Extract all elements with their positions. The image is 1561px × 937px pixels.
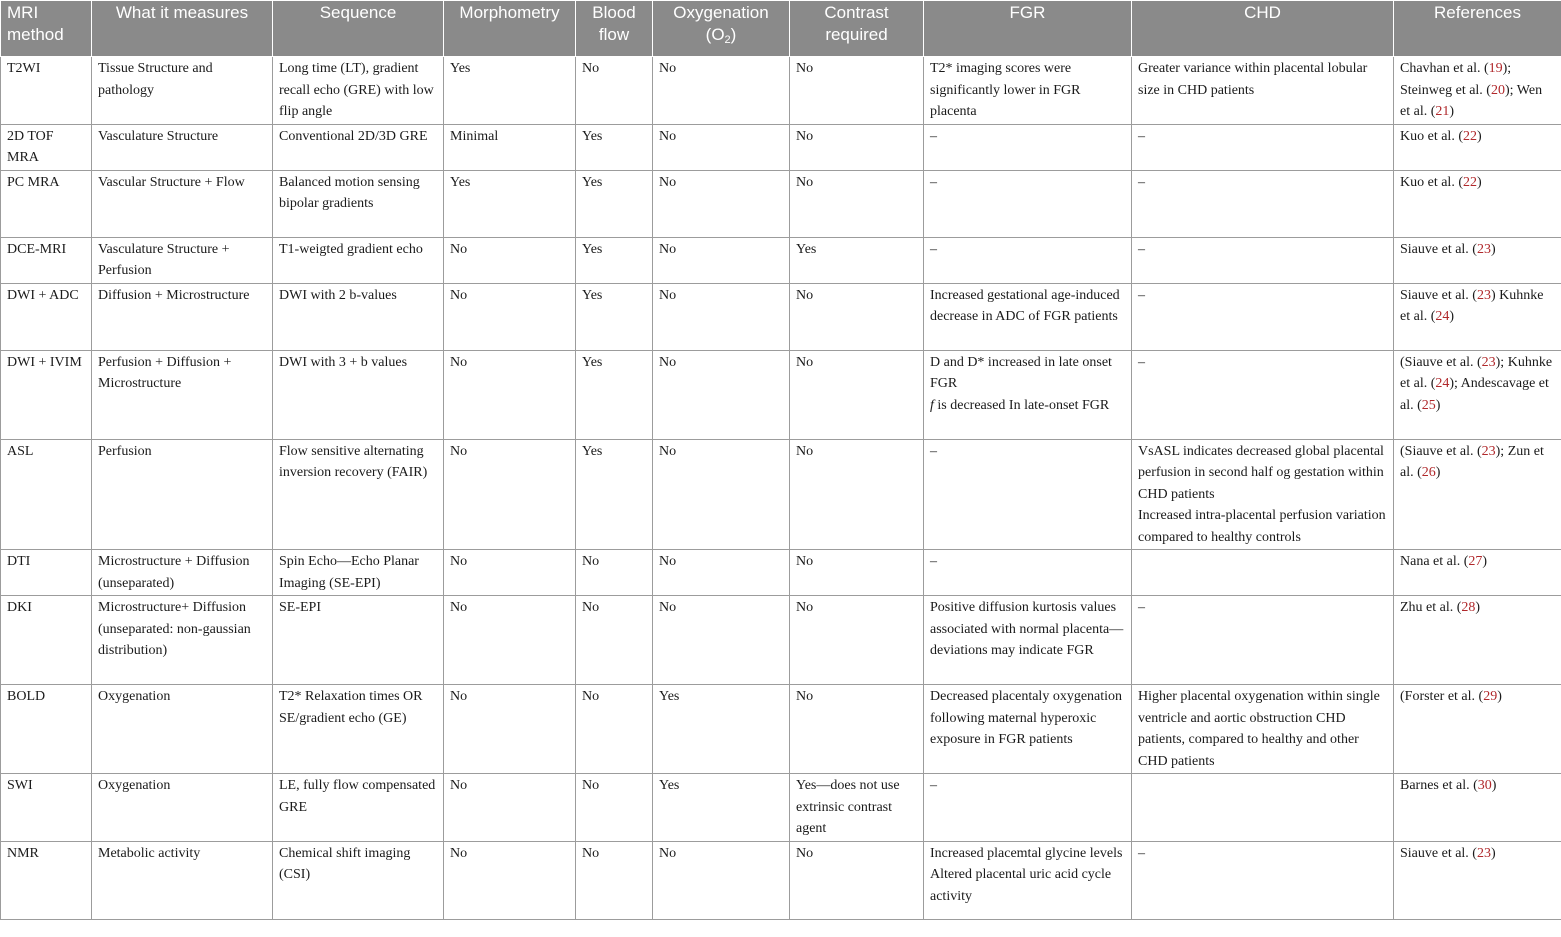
chd-line: – (1138, 128, 1145, 144)
cell-chd (1132, 550, 1394, 596)
reference-close: ) (1490, 241, 1496, 257)
reference-link[interactable]: 25 (1421, 397, 1436, 413)
cell-references (1394, 685, 1561, 774)
cell-morphometry: No (444, 774, 576, 842)
reference-link[interactable]: 23 (1476, 845, 1491, 861)
cell-contrast-required: No (790, 841, 924, 919)
cell-what-it-measures: Vasculature Structure + Perfusion (92, 237, 273, 283)
cell-blood-flow: Yes (576, 237, 653, 283)
reference-author: Barnes et al. ( (1400, 778, 1478, 793)
cell-fgr (924, 596, 1132, 685)
fgr-line (930, 686, 1125, 751)
cell-references (1394, 550, 1561, 596)
table-row (1, 841, 1561, 919)
fgr-line (930, 775, 1125, 797)
reference-entry (1400, 778, 1496, 793)
fgr-text: Altered placental uric acid cycle activity (930, 867, 1112, 904)
fgr-text: – (930, 554, 937, 569)
cell-sequence: Balanced motion sensing bipolar gradients (273, 170, 444, 237)
reference-author: Kuhnke et al. ( (1400, 287, 1544, 324)
cell-chd (1132, 685, 1394, 774)
cell-oxygenation: No (653, 283, 790, 350)
reference-author: Siauve et al. ( (1400, 241, 1477, 257)
cell-morphometry: No (444, 439, 576, 550)
reference-author: Zhu et al. ( (1400, 600, 1462, 615)
cell-blood-flow: Yes (576, 350, 653, 439)
reference-author: Chavhan et al. ( (1400, 61, 1489, 76)
reference-close: ) (1449, 309, 1455, 324)
cell-what-it-measures: Vasculature Structure (92, 124, 273, 170)
header-mri-method: MRI method (1, 1, 92, 57)
cell-fgr (924, 170, 1132, 237)
cell-references (1394, 57, 1561, 125)
reference-link[interactable]: 24 (1435, 376, 1450, 391)
cell-references (1394, 170, 1561, 237)
cell-blood-flow: No (576, 841, 653, 919)
header-references: References (1394, 1, 1561, 57)
chd-line: – (1138, 600, 1145, 615)
fgr-line (930, 395, 1125, 417)
reference-link[interactable]: 23 (1476, 241, 1491, 257)
cell-what-it-measures: Vascular Structure + Flow (92, 170, 273, 237)
cell-blood-flow: Yes (576, 439, 653, 550)
cell-mri-method: BOLD (1, 685, 92, 774)
cell-what-it-measures: Microstructure+ Diffusion (unseparated: non-gaussian distribution) (92, 596, 273, 685)
table-row (1, 350, 1561, 439)
reference-link[interactable]: 21 (1435, 104, 1450, 119)
cell-morphometry: No (444, 237, 576, 283)
cell-chd (1132, 841, 1394, 919)
cell-chd (1132, 439, 1394, 550)
cell-references (1394, 350, 1561, 439)
cell-blood-flow: No (576, 685, 653, 774)
cell-references (1394, 237, 1561, 283)
chd-line: Greater variance within placental lobular size in CHD patients (1138, 61, 1368, 98)
cell-oxygenation: No (653, 57, 790, 125)
cell-oxygenation: No (653, 550, 790, 596)
reference-close: ); (1495, 354, 1505, 370)
reference-author: Andescavage et al. ( (1400, 376, 1549, 413)
fgr-text: Decreased placentaly oxygenation following maternal hyperoxic exposure in FGR patients (930, 689, 1123, 747)
reference-link[interactable]: 26 (1421, 465, 1436, 480)
reference-author: Kuhnke et al. ( (1400, 354, 1553, 391)
cell-oxygenation: No (653, 170, 790, 237)
cell-sequence: Long time (LT), gradient recall echo (GRE) with low flip angle (273, 57, 444, 125)
cell-sequence: DWI with 3 + b values (273, 350, 444, 439)
reference-entry (1400, 355, 1504, 370)
chd-line: – (1138, 354, 1145, 370)
fgr-line (930, 239, 1125, 261)
chd-line: Higher placental oxygenation within single ventricle and aortic obstruction CHD patients, compared to healthy and other CHD patients (1138, 689, 1380, 769)
cell-chd (1132, 237, 1394, 283)
cell-fgr (924, 124, 1132, 170)
reference-close: ); (1504, 82, 1514, 98)
reference-link[interactable]: 23 (1476, 287, 1491, 303)
cell-oxygenation: No (653, 350, 790, 439)
reference-close: ) (1476, 174, 1482, 190)
chd-line: – (1138, 174, 1145, 190)
table-row (1, 57, 1561, 125)
cell-fgr (924, 774, 1132, 842)
fgr-line (930, 597, 1125, 662)
cell-what-it-measures: Metabolic activity (92, 841, 273, 919)
reference-close: ) (1490, 845, 1496, 861)
chd-line: VsASL indicates decreased global placental perfusion in second half og gestation within CHD patients (1138, 443, 1384, 502)
reference-close: ) (1490, 287, 1496, 303)
cell-mri-method: ASL (1, 439, 92, 550)
cell-fgr (924, 237, 1132, 283)
cell-references (1394, 774, 1561, 842)
reference-link[interactable]: 23 (1481, 443, 1496, 459)
cell-references (1394, 596, 1561, 685)
reference-link[interactable]: 20 (1490, 82, 1505, 98)
cell-chd (1132, 170, 1394, 237)
cell-morphometry: No (444, 350, 576, 439)
fgr-text: T2* imaging scores were significantly lower in FGR placenta (930, 61, 1081, 119)
reference-close: ) (1435, 465, 1441, 480)
cell-sequence: T2* Relaxation times OR SE/gradient echo (GE) (273, 685, 444, 774)
cell-mri-method: PC MRA (1, 170, 92, 237)
header-row (1, 1, 1561, 57)
header-chd: CHD (1132, 1, 1394, 57)
cell-oxygenation: No (653, 124, 790, 170)
table-row (1, 283, 1561, 350)
reference-link[interactable]: 22 (1462, 174, 1477, 190)
cell-mri-method: T2WI (1, 57, 92, 125)
table-body (1, 57, 1561, 920)
reference-entry (1400, 288, 1496, 303)
table-row (1, 237, 1561, 283)
cell-contrast-required: No (790, 596, 924, 685)
cell-blood-flow: No (576, 596, 653, 685)
cell-sequence: Conventional 2D/3D GRE (273, 124, 444, 170)
cell-mri-method: NMR (1, 841, 92, 919)
cell-chd (1132, 774, 1394, 842)
cell-what-it-measures: Tissue Structure and pathology (92, 57, 273, 125)
reference-close: ) (1435, 397, 1441, 413)
reference-author: Kuo et al. ( (1400, 128, 1463, 144)
chd-line: – (1138, 287, 1145, 303)
reference-close: ) (1497, 689, 1502, 704)
cell-what-it-measures: Diffusion + Microstructure (92, 283, 273, 350)
reference-entry (1400, 61, 1511, 76)
cell-oxygenation: No (653, 596, 790, 685)
fgr-text: Positive diffusion kurtosis values associated with normal placenta—deviations may indicate FGR (930, 600, 1124, 658)
cell-contrast-required: No (790, 170, 924, 237)
table-row (1, 685, 1561, 774)
reference-entry (1400, 846, 1496, 861)
cell-mri-method: DKI (1, 596, 92, 685)
cell-what-it-measures: Oxygenation (92, 774, 273, 842)
reference-author: (Forster et al. ( (1400, 689, 1484, 704)
reference-author: (Siauve et al. ( (1400, 354, 1482, 370)
reference-close: ) (1475, 600, 1481, 615)
reference-entry (1400, 444, 1530, 459)
header-fgr: FGR (924, 1, 1132, 57)
cell-fgr (924, 550, 1132, 596)
cell-chd (1132, 350, 1394, 439)
cell-fgr (924, 439, 1132, 550)
cell-oxygenation: No (653, 237, 790, 283)
fgr-line (930, 352, 1125, 395)
reference-entry (1400, 129, 1482, 144)
reference-author: Siauve et al. ( (1400, 287, 1477, 303)
cell-references (1394, 841, 1561, 919)
reference-author: Wen et al. ( (1400, 82, 1543, 119)
cell-mri-method: DWI + IVIM (1, 350, 92, 439)
fgr-line (930, 843, 1125, 865)
reference-link[interactable]: 24 (1435, 309, 1450, 324)
reference-close: ) (1449, 104, 1455, 119)
cell-fgr (924, 57, 1132, 125)
cell-sequence: LE, fully flow compensated GRE (273, 774, 444, 842)
cell-oxygenation: Yes (653, 685, 790, 774)
cell-sequence: Spin Echo—Echo Planar Imaging (SE-EPI) (273, 550, 444, 596)
header-contrast-required: Contrast required (790, 1, 924, 57)
cell-chd (1132, 596, 1394, 685)
reference-close: ); (1449, 376, 1458, 391)
chd-line: – (1138, 845, 1145, 861)
cell-chd (1132, 283, 1394, 350)
reference-link[interactable]: 30 (1477, 778, 1492, 793)
reference-link[interactable]: 28 (1461, 600, 1476, 615)
cell-contrast-required: No (790, 439, 924, 550)
reference-entry (1400, 175, 1482, 190)
reference-link[interactable]: 23 (1481, 354, 1496, 370)
cell-blood-flow: No (576, 774, 653, 842)
fgr-italic-symbol: f (930, 397, 934, 413)
cell-contrast-required: No (790, 283, 924, 350)
cell-contrast-required: No (790, 124, 924, 170)
reference-link[interactable]: 19 (1488, 61, 1503, 76)
cell-blood-flow: No (576, 550, 653, 596)
cell-mri-method: DTI (1, 550, 92, 596)
chd-line: – (1138, 241, 1145, 257)
reference-author: Kuo et al. ( (1400, 174, 1463, 190)
cell-fgr (924, 350, 1132, 439)
cell-references (1394, 124, 1561, 170)
table-row (1, 439, 1561, 550)
fgr-text: – (930, 241, 937, 257)
cell-fgr (924, 841, 1132, 919)
table-row (1, 550, 1561, 596)
fgr-line (930, 864, 1125, 907)
fgr-line (930, 58, 1125, 123)
fgr-text: – (930, 778, 937, 793)
header-what-it-measures: What it measures (92, 1, 273, 57)
cell-oxygenation: No (653, 439, 790, 550)
reference-entry (1400, 689, 1502, 704)
reference-close: ); Zun (1495, 443, 1531, 459)
chd-line: Increased intra-placental perfusion variation compared to healthy controls (1138, 508, 1386, 545)
cell-references (1394, 283, 1561, 350)
cell-morphometry: No (444, 550, 576, 596)
cell-blood-flow: No (576, 57, 653, 125)
cell-morphometry: No (444, 841, 576, 919)
header-sequence: Sequence (273, 1, 444, 57)
header-morphometry: Morphometry (444, 1, 576, 57)
fgr-text: is decreased In late-onset FGR (937, 397, 1110, 413)
reference-link[interactable]: 22 (1462, 128, 1477, 144)
reference-link[interactable]: 29 (1483, 689, 1498, 704)
cell-morphometry: No (444, 596, 576, 685)
fgr-text: – (930, 443, 937, 459)
cell-morphometry: No (444, 283, 576, 350)
cell-chd (1132, 124, 1394, 170)
header-oxygenation: Oxygenation $(O_2)$ (653, 1, 790, 57)
cell-contrast-required: Yes (790, 237, 924, 283)
table-row (1, 596, 1561, 685)
cell-morphometry: Yes (444, 170, 576, 237)
reference-author: Siauve et al. ( (1400, 845, 1477, 861)
cell-oxygenation: Yes (653, 774, 790, 842)
fgr-text: Increased placemtal glycine levels (930, 845, 1123, 861)
cell-sequence: T1-weigted gradient echo (273, 237, 444, 283)
cell-morphometry: Yes (444, 57, 576, 125)
cell-sequence: SE-EPI (273, 596, 444, 685)
fgr-line (930, 551, 1125, 573)
reference-entry (1400, 600, 1480, 615)
table-row (1, 170, 1561, 237)
cell-chd (1132, 57, 1394, 125)
cell-references (1394, 439, 1561, 550)
cell-what-it-measures: Perfusion (92, 439, 273, 550)
cell-morphometry: Minimal (444, 124, 576, 170)
cell-mri-method: 2D TOF MRA (1, 124, 92, 170)
cell-blood-flow: Yes (576, 170, 653, 237)
fgr-line (930, 172, 1125, 194)
cell-what-it-measures: Oxygenation (92, 685, 273, 774)
cell-contrast-required: No (790, 57, 924, 125)
reference-link[interactable]: 27 (1468, 554, 1483, 569)
fgr-text: – (930, 128, 937, 144)
reference-close: ) (1482, 554, 1488, 569)
cell-mri-method: DWI + ADC (1, 283, 92, 350)
cell-blood-flow: Yes (576, 124, 653, 170)
cell-contrast-required: No (790, 550, 924, 596)
cell-sequence: DWI with 2 b-values (273, 283, 444, 350)
cell-contrast-required: Yes—does not use extrinsic contrast agent (790, 774, 924, 842)
reference-close: ) (1476, 128, 1482, 144)
fgr-text: Increased gestational age-induced decrease in ADC of FGR patients (930, 287, 1120, 324)
reference-author: Nana et al. ( (1400, 554, 1469, 569)
cell-sequence: Flow sensitive alternating inversion recovery (FAIR) (273, 439, 444, 550)
cell-oxygenation: No (653, 841, 790, 919)
fgr-text: D and D* increased in late onset FGR (930, 354, 1112, 391)
reference-entry (1400, 83, 1514, 98)
cell-blood-flow: Yes (576, 283, 653, 350)
cell-sequence: Chemical shift imaging (CSI) (273, 841, 444, 919)
fgr-line (930, 285, 1125, 328)
cell-morphometry: No (444, 685, 576, 774)
cell-what-it-measures: Microstructure + Diffusion (unseparated) (92, 550, 273, 596)
reference-author: (Siauve et al. ( (1400, 443, 1482, 459)
reference-entry (1400, 554, 1487, 569)
reference-close: ) (1491, 778, 1497, 793)
cell-what-it-measures: Perfusion + Diffusion + Microstructure (92, 350, 273, 439)
table-row (1, 774, 1561, 842)
cell-contrast-required: No (790, 350, 924, 439)
cell-fgr (924, 685, 1132, 774)
fgr-text: – (930, 174, 937, 190)
reference-entry (1400, 242, 1496, 257)
cell-contrast-required: No (790, 685, 924, 774)
reference-author: et al. ( (1400, 443, 1544, 480)
cell-mri-method: SWI (1, 774, 92, 842)
reference-close: ); (1502, 61, 1512, 76)
cell-fgr (924, 283, 1132, 350)
header-blood-flow: Blood flow (576, 1, 653, 57)
table-row (1, 124, 1561, 170)
fgr-line (930, 441, 1125, 463)
cell-mri-method: DCE-MRI (1, 237, 92, 283)
reference-author: Steinweg et al. ( (1400, 82, 1491, 98)
fgr-line (930, 126, 1125, 148)
